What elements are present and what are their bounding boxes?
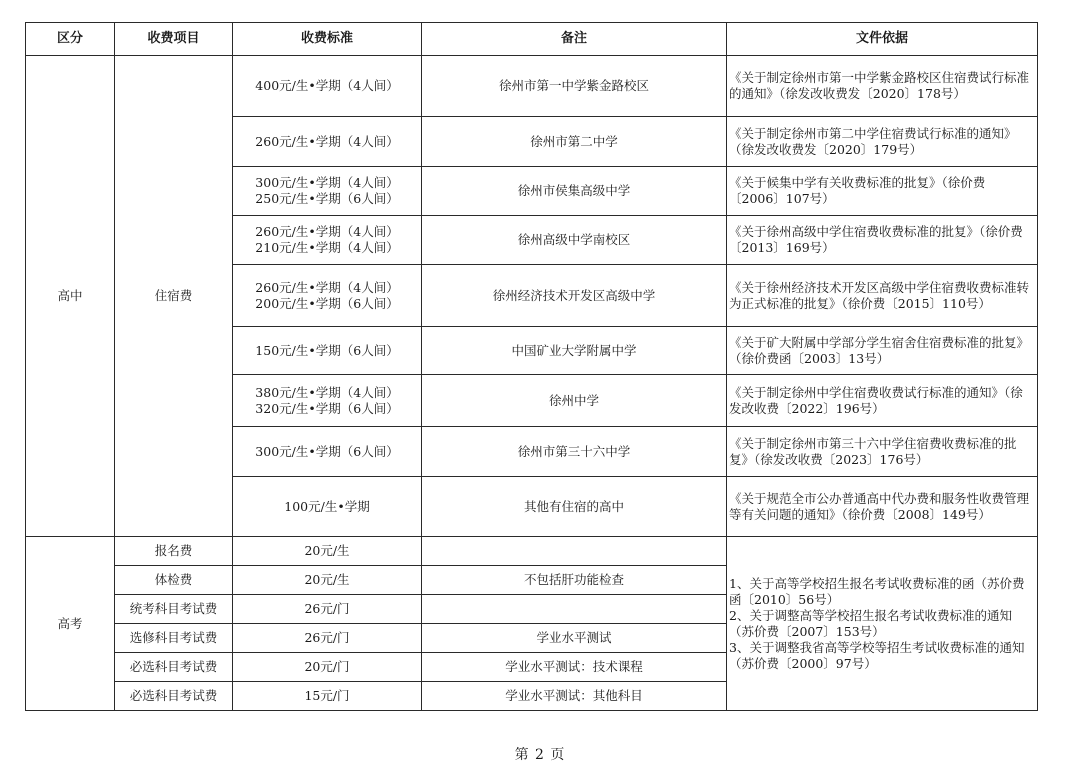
standard-line: 100元/生•学期	[284, 498, 370, 514]
standard-cell: 26元/门	[233, 595, 422, 624]
standard-cell: 20元/生	[233, 566, 422, 595]
standard-cell	[233, 375, 422, 427]
header-remark: 备注	[422, 23, 727, 56]
standard-cell	[233, 56, 422, 117]
basis-cell: 《关于徐州高级中学住宿费收费标准的批复》（徐价费〔2013〕169号）	[727, 216, 1038, 265]
header-category: 区分	[26, 23, 115, 56]
standard-cell	[233, 167, 422, 216]
standard-line: 300元/生•学期（6人间）	[255, 443, 399, 459]
remark-cell: 徐州市第三十六中学	[422, 427, 727, 477]
remark-cell	[422, 537, 727, 566]
remark-cell: 徐州高级中学南校区	[422, 216, 727, 265]
standard-line: 380元/生•学期（4人间）	[255, 384, 399, 400]
standard-cell	[233, 427, 422, 477]
remark-cell: 学业水平测试：其他科目	[422, 682, 727, 711]
item-cell: 报名费	[115, 537, 233, 566]
item-cell: 统考科目考试费	[115, 595, 233, 624]
standard-line: 250元/生•学期（6人间）	[255, 191, 399, 206]
basis-cell: 《关于徐州经济技术开发区高级中学住宿费收费标准转为正式标准的批复》（徐价费〔2015〕110号）	[727, 265, 1038, 327]
standard-line: 260元/生•学期（4人间）	[255, 224, 399, 239]
standard-line: 260元/生•学期（4人间）	[255, 133, 399, 149]
item-cell: 必选科目考试费	[115, 682, 233, 711]
page-number: 第 2 页	[514, 747, 566, 763]
basis-cell: 《关于制定徐州市第三十六中学住宿费收费标准的批复》（徐发改收费〔2023〕176号）	[727, 427, 1038, 477]
fee-table	[25, 22, 1038, 711]
standard-cell	[233, 477, 422, 537]
item-cell: 必选科目考试费	[115, 653, 233, 682]
basis-line: 1、关于高等学校招生报名考试收费标准的函（苏价费函〔2010〕56号）	[729, 575, 1025, 607]
basis-line: 2、关于调整高等学校招生报名考试收费标准的通知（苏价费〔2007〕153号）	[729, 607, 1012, 639]
category-gaokao: 高考	[26, 537, 115, 711]
basis-line: 3、关于调整我省高等学校等招生考试收费标准的通知（苏价费〔2000〕97号）	[729, 639, 1025, 671]
standard-line: 150元/生•学期（6人间）	[255, 342, 399, 358]
remark-cell: 其他有住宿的高中	[422, 477, 727, 537]
header-standard: 收费标准	[233, 23, 422, 56]
basis-cell: 《关于制定徐州中学住宿费收费试行标准的通知》（徐发改收费〔2022〕196号）	[727, 375, 1038, 427]
remark-cell: 不包括肝功能检查	[422, 566, 727, 595]
standard-cell: 20元/生	[233, 537, 422, 566]
standard-line: 400元/生•学期（4人间）	[255, 78, 399, 93]
remark-cell	[422, 595, 727, 624]
basis-cell: 《关于候集中学有关收费标准的批复》（徐价费〔2006〕107号）	[727, 167, 1038, 216]
header-item: 收费项目	[115, 23, 233, 56]
remark-cell: 徐州中学	[422, 375, 727, 427]
standard-cell	[233, 265, 422, 327]
remark-cell: 学业水平测试	[422, 624, 727, 653]
standard-cell: 15元/门	[233, 682, 422, 711]
category-high-school: 高中	[26, 56, 115, 537]
basis-cell: 《关于矿大附属中学部分学生宿舍住宿费标准的批复》（徐价费函〔2003〕13号）	[727, 327, 1038, 375]
remark-cell: 徐州市第二中学	[422, 117, 727, 167]
gaokao-basis-cell	[727, 537, 1038, 711]
standard-line: 320元/生•学期（6人间）	[255, 400, 399, 416]
remark-cell: 中国矿业大学附属中学	[422, 327, 727, 375]
remark-cell: 徐州市侯集高级中学	[422, 167, 727, 216]
standard-cell	[233, 327, 422, 375]
table-row	[26, 537, 1038, 566]
item-cell: 体检费	[115, 566, 233, 595]
standard-line: 260元/生•学期（4人间）	[255, 279, 399, 295]
table-row	[26, 56, 1038, 117]
remark-cell: 学业水平测试：技术课程	[422, 653, 727, 682]
basis-cell: 《关于制定徐州市第一中学紫金路校区住宿费试行标准的通知》（徐发改收费发〔2020〕178号）	[727, 56, 1038, 117]
standard-line: 210元/生•学期（4人间）	[255, 240, 399, 255]
header-basis: 文件依据	[727, 23, 1038, 56]
item-cell: 选修科目考试费	[115, 624, 233, 653]
standard-cell	[233, 216, 422, 265]
basis-cell: 《关于规范全市公办普通高中代办费和服务性收费管理等有关问题的通知》（徐价费〔2008〕149号）	[727, 477, 1038, 537]
remark-cell: 徐州经济技术开发区高级中学	[422, 265, 727, 327]
standard-cell	[233, 117, 422, 167]
standard-line: 300元/生•学期（4人间）	[255, 175, 399, 190]
header-row	[26, 23, 1038, 56]
remark-cell: 徐州市第一中学紫金路校区	[422, 56, 727, 117]
standard-line: 200元/生•学期（6人间）	[255, 295, 399, 311]
standard-cell: 26元/门	[233, 624, 422, 653]
item-accommodation: 住宿费	[115, 56, 233, 537]
basis-cell: 《关于制定徐州市第二中学住宿费试行标准的通知》（徐发改收费发〔2020〕179号）	[727, 117, 1038, 167]
standard-cell: 20元/门	[233, 653, 422, 682]
